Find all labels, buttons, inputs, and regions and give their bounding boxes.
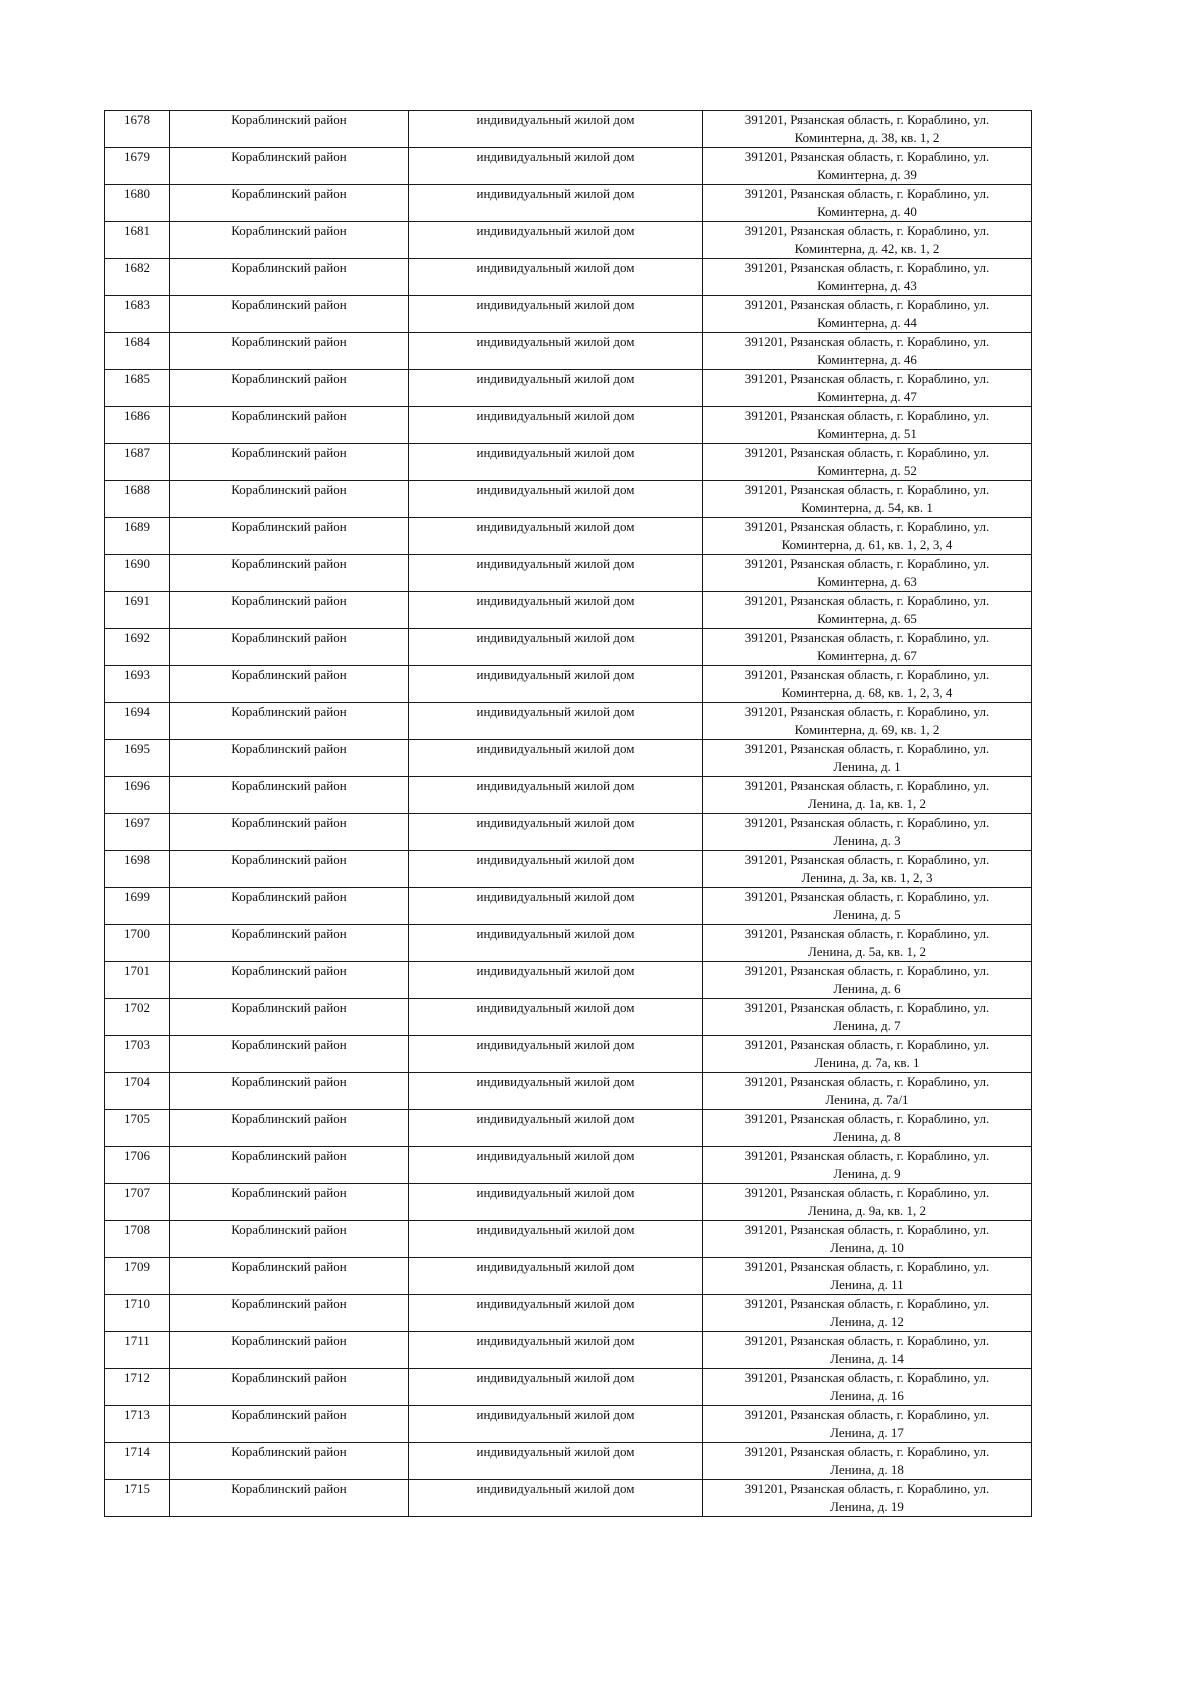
address-line-1: 391201, Рязанская область, г. Кораблино, ул. xyxy=(744,1000,990,1015)
district-cell: Кораблинский район xyxy=(170,222,409,259)
table-row xyxy=(105,222,1032,259)
address-line-2: Ленина, д. 1а, кв. 1, 2 xyxy=(808,796,926,811)
address-cell xyxy=(703,555,1032,592)
address-line-1: 391201, Рязанская область, г. Кораблино, ул. xyxy=(744,778,990,793)
table-row xyxy=(105,1332,1032,1369)
address-line-2: Ленина, д. 9а, кв. 1, 2 xyxy=(808,1203,926,1218)
table-row xyxy=(105,259,1032,296)
district-cell: Кораблинский район xyxy=(170,259,409,296)
address-line-1: 391201, Рязанская область, г. Кораблино, ул. xyxy=(744,1259,990,1274)
table-row xyxy=(105,296,1032,333)
row-number-cell: 1690 xyxy=(105,555,170,592)
address-cell xyxy=(703,481,1032,518)
row-number-cell: 1715 xyxy=(105,1480,170,1517)
address-cell xyxy=(703,777,1032,814)
building-type-cell: индивидуальный жилой дом xyxy=(409,148,703,185)
address-line-2: Коминтерна, д. 52 xyxy=(817,463,917,478)
address-cell xyxy=(703,1147,1032,1184)
row-number-cell: 1710 xyxy=(105,1295,170,1332)
table-row xyxy=(105,555,1032,592)
district-cell: Кораблинский район xyxy=(170,1073,409,1110)
table-row xyxy=(105,1258,1032,1295)
address-line-2: Ленина, д. 3а, кв. 1, 2, 3 xyxy=(801,870,933,885)
row-number-cell: 1688 xyxy=(105,481,170,518)
district-cell: Кораблинский район xyxy=(170,1406,409,1443)
address-cell xyxy=(703,222,1032,259)
address-line-1: 391201, Рязанская область, г. Кораблино, ул. xyxy=(744,852,990,867)
address-line-2: Ленина, д. 12 xyxy=(830,1314,904,1329)
address-line-1: 391201, Рязанская область, г. Кораблино, ул. xyxy=(744,889,990,904)
building-type-cell: индивидуальный жилой дом xyxy=(409,222,703,259)
building-type-cell: индивидуальный жилой дом xyxy=(409,1110,703,1147)
building-type-cell: индивидуальный жилой дом xyxy=(409,999,703,1036)
address-line-1: 391201, Рязанская область, г. Кораблино, ул. xyxy=(744,408,990,423)
table-row xyxy=(105,370,1032,407)
address-line-2: Коминтерна, д. 44 xyxy=(817,315,917,330)
building-type-cell: индивидуальный жилой дом xyxy=(409,333,703,370)
table-row xyxy=(105,1443,1032,1480)
building-type-cell: индивидуальный жилой дом xyxy=(409,370,703,407)
district-cell: Кораблинский район xyxy=(170,1369,409,1406)
table-row xyxy=(105,1406,1032,1443)
row-number-cell: 1691 xyxy=(105,592,170,629)
district-cell: Кораблинский район xyxy=(170,666,409,703)
address-cell xyxy=(703,370,1032,407)
row-number-cell: 1706 xyxy=(105,1147,170,1184)
address-line-1: 391201, Рязанская область, г. Кораблино, ул. xyxy=(744,1370,990,1385)
address-line-2: Ленина, д. 5 xyxy=(833,907,901,922)
row-number-cell: 1713 xyxy=(105,1406,170,1443)
address-cell xyxy=(703,703,1032,740)
address-line-1: 391201, Рязанская область, г. Кораблино, ул. xyxy=(744,741,990,756)
district-cell: Кораблинский район xyxy=(170,1332,409,1369)
address-line-1: 391201, Рязанская область, г. Кораблино, ул. xyxy=(744,1185,990,1200)
building-type-cell: индивидуальный жилой дом xyxy=(409,1258,703,1295)
district-cell: Кораблинский район xyxy=(170,1184,409,1221)
address-cell xyxy=(703,518,1032,555)
district-cell: Кораблинский район xyxy=(170,518,409,555)
district-cell: Кораблинский район xyxy=(170,925,409,962)
address-line-1: 391201, Рязанская область, г. Кораблино, ул. xyxy=(744,1148,990,1163)
row-number-cell: 1683 xyxy=(105,296,170,333)
building-type-cell: индивидуальный жилой дом xyxy=(409,259,703,296)
table-row xyxy=(105,777,1032,814)
district-cell: Кораблинский район xyxy=(170,333,409,370)
row-number-cell: 1692 xyxy=(105,629,170,666)
row-number-cell: 1693 xyxy=(105,666,170,703)
table-row xyxy=(105,1221,1032,1258)
address-line-2: Коминтерна, д. 63 xyxy=(817,574,917,589)
table-row xyxy=(105,481,1032,518)
table-row xyxy=(105,703,1032,740)
address-line-1: 391201, Рязанская область, г. Кораблино, ул. xyxy=(744,112,990,127)
address-line-1: 391201, Рязанская область, г. Кораблино, ул. xyxy=(744,519,990,534)
table-row xyxy=(105,888,1032,925)
address-line-2: Ленина, д. 5а, кв. 1, 2 xyxy=(808,944,926,959)
address-line-2: Ленина, д. 11 xyxy=(830,1277,904,1292)
address-cell xyxy=(703,1258,1032,1295)
building-type-cell: индивидуальный жилой дом xyxy=(409,1147,703,1184)
row-number-cell: 1685 xyxy=(105,370,170,407)
district-cell: Кораблинский район xyxy=(170,148,409,185)
row-number-cell: 1679 xyxy=(105,148,170,185)
address-cell xyxy=(703,1369,1032,1406)
address-line-2: Ленина, д. 6 xyxy=(833,981,901,996)
address-cell xyxy=(703,259,1032,296)
address-cell xyxy=(703,1036,1032,1073)
address-line-2: Коминтерна, д. 69, кв. 1, 2 xyxy=(794,722,940,737)
district-cell: Кораблинский район xyxy=(170,740,409,777)
row-number-cell: 1681 xyxy=(105,222,170,259)
address-line-2: Коминтерна, д. 42, кв. 1, 2 xyxy=(794,241,940,256)
table-row xyxy=(105,740,1032,777)
building-type-cell: индивидуальный жилой дом xyxy=(409,296,703,333)
row-number-cell: 1694 xyxy=(105,703,170,740)
district-cell: Кораблинский район xyxy=(170,629,409,666)
district-cell: Кораблинский район xyxy=(170,481,409,518)
building-type-cell: индивидуальный жилой дом xyxy=(409,1480,703,1517)
address-line-1: 391201, Рязанская область, г. Кораблино, ул. xyxy=(744,1074,990,1089)
building-type-cell: индивидуальный жилой дом xyxy=(409,1295,703,1332)
building-type-cell: индивидуальный жилой дом xyxy=(409,814,703,851)
address-line-1: 391201, Рязанская область, г. Кораблино, ул. xyxy=(744,630,990,645)
address-line-1: 391201, Рязанская область, г. Кораблино, ул. xyxy=(744,186,990,201)
building-type-cell: индивидуальный жилой дом xyxy=(409,555,703,592)
address-line-2: Коминтерна, д. 54, кв. 1 xyxy=(801,500,933,515)
row-number-cell: 1712 xyxy=(105,1369,170,1406)
address-line-2: Ленина, д. 9 xyxy=(833,1166,901,1181)
building-type-cell: индивидуальный жилой дом xyxy=(409,1036,703,1073)
address-line-2: Ленина, д. 8 xyxy=(833,1129,901,1144)
table-row xyxy=(105,111,1032,148)
district-cell: Кораблинский район xyxy=(170,1480,409,1517)
row-number-cell: 1704 xyxy=(105,1073,170,1110)
address-cell xyxy=(703,1406,1032,1443)
address-line-1: 391201, Рязанская область, г. Кораблино, ул. xyxy=(744,1222,990,1237)
district-cell: Кораблинский район xyxy=(170,111,409,148)
table-row xyxy=(105,518,1032,555)
address-line-1: 391201, Рязанская область, г. Кораблино, ул. xyxy=(744,667,990,682)
row-number-cell: 1684 xyxy=(105,333,170,370)
district-cell: Кораблинский район xyxy=(170,555,409,592)
district-cell: Кораблинский район xyxy=(170,1258,409,1295)
address-line-2: Коминтерна, д. 61, кв. 1, 2, 3, 4 xyxy=(781,537,953,552)
table-row xyxy=(105,1110,1032,1147)
address-cell xyxy=(703,1332,1032,1369)
address-line-2: Коминтерна, д. 38, кв. 1, 2 xyxy=(794,130,940,145)
address-line-2: Ленина, д. 19 xyxy=(830,1499,904,1514)
address-cell xyxy=(703,888,1032,925)
address-line-1: 391201, Рязанская область, г. Кораблино, ул. xyxy=(744,260,990,275)
building-type-cell: индивидуальный жилой дом xyxy=(409,703,703,740)
row-number-cell: 1708 xyxy=(105,1221,170,1258)
address-line-1: 391201, Рязанская область, г. Кораблино, ул. xyxy=(744,1296,990,1311)
row-number-cell: 1707 xyxy=(105,1184,170,1221)
building-type-cell: индивидуальный жилой дом xyxy=(409,1443,703,1480)
building-type-cell: индивидуальный жилой дом xyxy=(409,888,703,925)
row-number-cell: 1703 xyxy=(105,1036,170,1073)
row-number-cell: 1700 xyxy=(105,925,170,962)
row-number-cell: 1702 xyxy=(105,999,170,1036)
address-line-2: Коминтерна, д. 40 xyxy=(817,204,917,219)
building-type-cell: индивидуальный жилой дом xyxy=(409,407,703,444)
row-number-cell: 1689 xyxy=(105,518,170,555)
district-cell: Кораблинский район xyxy=(170,296,409,333)
building-type-cell: индивидуальный жилой дом xyxy=(409,1369,703,1406)
address-cell xyxy=(703,444,1032,481)
address-line-2: Коминтерна, д. 67 xyxy=(817,648,917,663)
housing-register-table xyxy=(104,110,1032,1517)
building-type-cell: индивидуальный жилой дом xyxy=(409,925,703,962)
address-line-2: Коминтерна, д. 65 xyxy=(817,611,917,626)
address-line-1: 391201, Рязанская область, г. Кораблино, ул. xyxy=(744,704,990,719)
address-line-2: Ленина, д. 7а/1 xyxy=(825,1092,909,1107)
row-number-cell: 1701 xyxy=(105,962,170,999)
address-line-1: 391201, Рязанская область, г. Кораблино, ул. xyxy=(744,926,990,941)
address-line-1: 391201, Рязанская область, г. Кораблино, ул. xyxy=(744,556,990,571)
address-line-2: Ленина, д. 3 xyxy=(833,833,901,848)
address-line-1: 391201, Рязанская область, г. Кораблино, ул. xyxy=(744,149,990,164)
address-line-2: Ленина, д. 10 xyxy=(830,1240,904,1255)
table-row xyxy=(105,999,1032,1036)
address-cell xyxy=(703,111,1032,148)
address-line-1: 391201, Рязанская область, г. Кораблино, ул. xyxy=(744,482,990,497)
address-line-2: Ленина, д. 18 xyxy=(830,1462,904,1477)
district-cell: Кораблинский район xyxy=(170,407,409,444)
district-cell: Кораблинский район xyxy=(170,592,409,629)
row-number-cell: 1699 xyxy=(105,888,170,925)
address-line-2: Коминтерна, д. 47 xyxy=(817,389,917,404)
address-line-2: Коминтерна, д. 51 xyxy=(817,426,917,441)
table-row xyxy=(105,1480,1032,1517)
table-row xyxy=(105,814,1032,851)
address-line-1: 391201, Рязанская область, г. Кораблино, ул. xyxy=(744,1481,990,1496)
address-line-2: Ленина, д. 7 xyxy=(833,1018,901,1033)
address-cell xyxy=(703,407,1032,444)
row-number-cell: 1698 xyxy=(105,851,170,888)
building-type-cell: индивидуальный жилой дом xyxy=(409,629,703,666)
address-cell xyxy=(703,592,1032,629)
building-type-cell: индивидуальный жилой дом xyxy=(409,740,703,777)
table-row xyxy=(105,1369,1032,1406)
row-number-cell: 1696 xyxy=(105,777,170,814)
district-cell: Кораблинский район xyxy=(170,1147,409,1184)
address-line-1: 391201, Рязанская область, г. Кораблино, ул. xyxy=(744,1111,990,1126)
row-number-cell: 1714 xyxy=(105,1443,170,1480)
address-cell xyxy=(703,999,1032,1036)
address-cell xyxy=(703,1184,1032,1221)
row-number-cell: 1705 xyxy=(105,1110,170,1147)
building-type-cell: индивидуальный жилой дом xyxy=(409,185,703,222)
district-cell: Кораблинский район xyxy=(170,888,409,925)
address-line-1: 391201, Рязанская область, г. Кораблино, ул. xyxy=(744,297,990,312)
address-cell xyxy=(703,1221,1032,1258)
address-cell xyxy=(703,1073,1032,1110)
building-type-cell: индивидуальный жилой дом xyxy=(409,592,703,629)
building-type-cell: индивидуальный жилой дом xyxy=(409,111,703,148)
table-row xyxy=(105,1295,1032,1332)
table-row xyxy=(105,1073,1032,1110)
table-row xyxy=(105,1036,1032,1073)
row-number-cell: 1680 xyxy=(105,185,170,222)
table-row xyxy=(105,925,1032,962)
building-type-cell: индивидуальный жилой дом xyxy=(409,777,703,814)
building-type-cell: индивидуальный жилой дом xyxy=(409,444,703,481)
address-line-2: Ленина, д. 16 xyxy=(830,1388,904,1403)
table-row xyxy=(105,1147,1032,1184)
district-cell: Кораблинский район xyxy=(170,370,409,407)
address-line-1: 391201, Рязанская область, г. Кораблино, ул. xyxy=(744,1333,990,1348)
address-cell xyxy=(703,333,1032,370)
address-line-2: Ленина, д. 1 xyxy=(833,759,901,774)
district-cell: Кораблинский район xyxy=(170,962,409,999)
district-cell: Кораблинский район xyxy=(170,444,409,481)
address-line-2: Коминтерна, д. 46 xyxy=(817,352,917,367)
row-number-cell: 1697 xyxy=(105,814,170,851)
address-line-1: 391201, Рязанская область, г. Кораблино, ул. xyxy=(744,334,990,349)
table-row xyxy=(105,666,1032,703)
building-type-cell: индивидуальный жилой дом xyxy=(409,481,703,518)
table-body xyxy=(105,111,1032,1517)
address-cell xyxy=(703,1443,1032,1480)
building-type-cell: индивидуальный жилой дом xyxy=(409,1221,703,1258)
address-line-1: 391201, Рязанская область, г. Кораблино, ул. xyxy=(744,223,990,238)
address-line-1: 391201, Рязанская область, г. Кораблино, ул. xyxy=(744,1444,990,1459)
address-line-1: 391201, Рязанская область, г. Кораблино, ул. xyxy=(744,1037,990,1052)
row-number-cell: 1678 xyxy=(105,111,170,148)
building-type-cell: индивидуальный жилой дом xyxy=(409,1406,703,1443)
address-cell xyxy=(703,296,1032,333)
row-number-cell: 1686 xyxy=(105,407,170,444)
district-cell: Кораблинский район xyxy=(170,1443,409,1480)
table-row xyxy=(105,148,1032,185)
address-line-2: Ленина, д. 17 xyxy=(830,1425,904,1440)
district-cell: Кораблинский район xyxy=(170,1036,409,1073)
district-cell: Кораблинский район xyxy=(170,814,409,851)
address-cell xyxy=(703,962,1032,999)
address-line-1: 391201, Рязанская область, г. Кораблино, ул. xyxy=(744,445,990,460)
address-cell xyxy=(703,851,1032,888)
address-cell xyxy=(703,1295,1032,1332)
address-cell xyxy=(703,666,1032,703)
table-row xyxy=(105,185,1032,222)
table-row xyxy=(105,962,1032,999)
address-cell xyxy=(703,629,1032,666)
building-type-cell: индивидуальный жилой дом xyxy=(409,1073,703,1110)
address-cell xyxy=(703,925,1032,962)
address-line-2: Коминтерна, д. 68, кв. 1, 2, 3, 4 xyxy=(781,685,953,700)
row-number-cell: 1687 xyxy=(105,444,170,481)
address-line-2: Коминтерна, д. 43 xyxy=(817,278,917,293)
row-number-cell: 1695 xyxy=(105,740,170,777)
address-cell xyxy=(703,148,1032,185)
building-type-cell: индивидуальный жилой дом xyxy=(409,666,703,703)
district-cell: Кораблинский район xyxy=(170,851,409,888)
address-cell xyxy=(703,814,1032,851)
address-line-1: 391201, Рязанская область, г. Кораблино, ул. xyxy=(744,815,990,830)
address-cell xyxy=(703,1480,1032,1517)
building-type-cell: индивидуальный жилой дом xyxy=(409,851,703,888)
building-type-cell: индивидуальный жилой дом xyxy=(409,1184,703,1221)
table-row xyxy=(105,407,1032,444)
table-row xyxy=(105,851,1032,888)
building-type-cell: индивидуальный жилой дом xyxy=(409,518,703,555)
row-number-cell: 1711 xyxy=(105,1332,170,1369)
address-line-1: 391201, Рязанская область, г. Кораблино, ул. xyxy=(744,593,990,608)
table-row xyxy=(105,592,1032,629)
district-cell: Кораблинский район xyxy=(170,1295,409,1332)
district-cell: Кораблинский район xyxy=(170,185,409,222)
address-cell xyxy=(703,1110,1032,1147)
address-line-2: Ленина, д. 7а, кв. 1 xyxy=(814,1055,920,1070)
building-type-cell: индивидуальный жилой дом xyxy=(409,962,703,999)
address-line-2: Ленина, д. 14 xyxy=(830,1351,904,1366)
building-type-cell: индивидуальный жилой дом xyxy=(409,1332,703,1369)
district-cell: Кораблинский район xyxy=(170,1110,409,1147)
row-number-cell: 1709 xyxy=(105,1258,170,1295)
table-row xyxy=(105,333,1032,370)
row-number-cell: 1682 xyxy=(105,259,170,296)
district-cell: Кораблинский район xyxy=(170,999,409,1036)
address-line-1: 391201, Рязанская область, г. Кораблино, ул. xyxy=(744,1407,990,1422)
district-cell: Кораблинский район xyxy=(170,703,409,740)
address-cell xyxy=(703,740,1032,777)
address-line-2: Коминтерна, д. 39 xyxy=(817,167,917,182)
address-cell xyxy=(703,185,1032,222)
table-row xyxy=(105,444,1032,481)
table-row xyxy=(105,1184,1032,1221)
district-cell: Кораблинский район xyxy=(170,1221,409,1258)
table-row xyxy=(105,629,1032,666)
address-line-1: 391201, Рязанская область, г. Кораблино, ул. xyxy=(744,371,990,386)
district-cell: Кораблинский район xyxy=(170,777,409,814)
address-line-1: 391201, Рязанская область, г. Кораблино, ул. xyxy=(744,963,990,978)
